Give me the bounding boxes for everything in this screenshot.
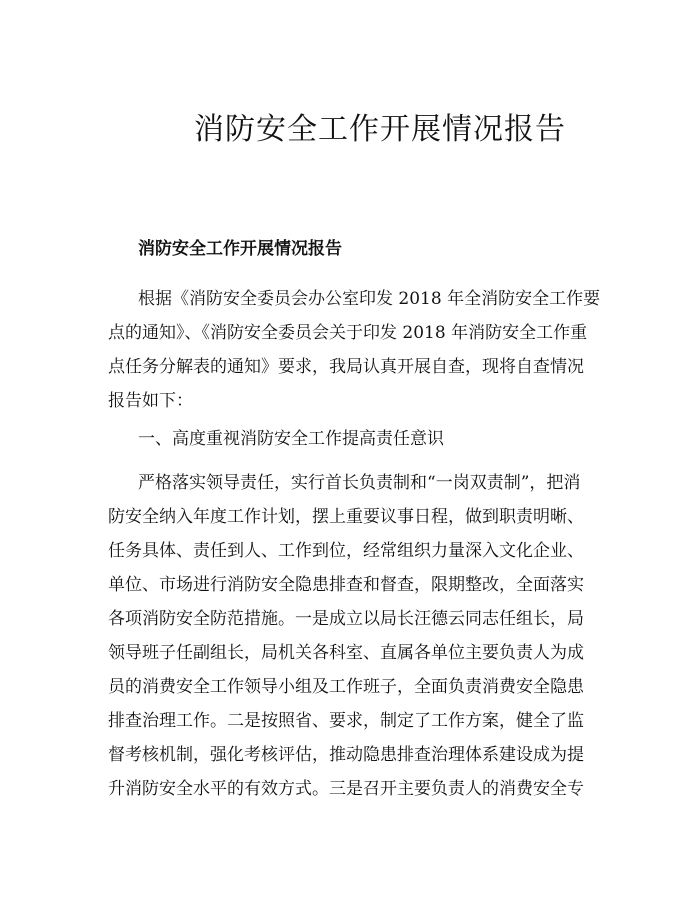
paragraph-line: 升消防安全水平的有效方式。三是召开主要负责人的消费安全专 <box>108 779 584 799</box>
document-title: 消防安全工作开展情况报告 <box>194 112 566 147</box>
paragraph-line: 严格落实领导责任，实行首长负责制和“一岗双责制”，把消 <box>138 473 581 493</box>
paragraph-line: 点任务分解表的通知》要求，我局认真开展自查，现将自查情况 <box>108 357 584 377</box>
document-subtitle: 消防安全工作开展情况报告 <box>138 239 342 259</box>
paragraph-line: 排查治理工作。二是按照省、要求，制定了工作方案，健全了监 <box>108 711 584 731</box>
paragraph-line: 点的通知》、《消防安全委员会关于印发 2018 年消防安全工作重 <box>108 323 588 343</box>
paragraph-line: 单位、市场进行消防安全隐患排查和督查，限期整改，全面落实 <box>108 575 584 595</box>
paragraph-line: 任务具体、责任到人、工作到位，经常组织力量深入文化企业、 <box>108 541 584 561</box>
section-heading: 一、高度重视消防安全工作提高责任意识 <box>138 429 444 449</box>
paragraph-line: 根据《消防安全委员会办公室印发 2018 年全消防安全工作要 <box>138 289 601 309</box>
paragraph-line: 防安全纳入年度工作计划，摆上重要议事日程，做到职责明晰、 <box>108 507 584 527</box>
paragraph-line: 各项消防安全防范措施。一是成立以局长汪德云同志任组长，局 <box>108 609 584 629</box>
paragraph-line: 员的消费安全工作领导小组及工作班子，全面负责消费安全隐患 <box>108 677 584 697</box>
paragraph-line: 领导班子任副组长，局机关各科室、直属各单位主要负责人为成 <box>108 643 584 663</box>
paragraph-line: 督考核机制，强化考核评估，推动隐患排查治理体系建设成为提 <box>108 745 584 765</box>
paragraph-line: 报告如下： <box>108 391 193 411</box>
